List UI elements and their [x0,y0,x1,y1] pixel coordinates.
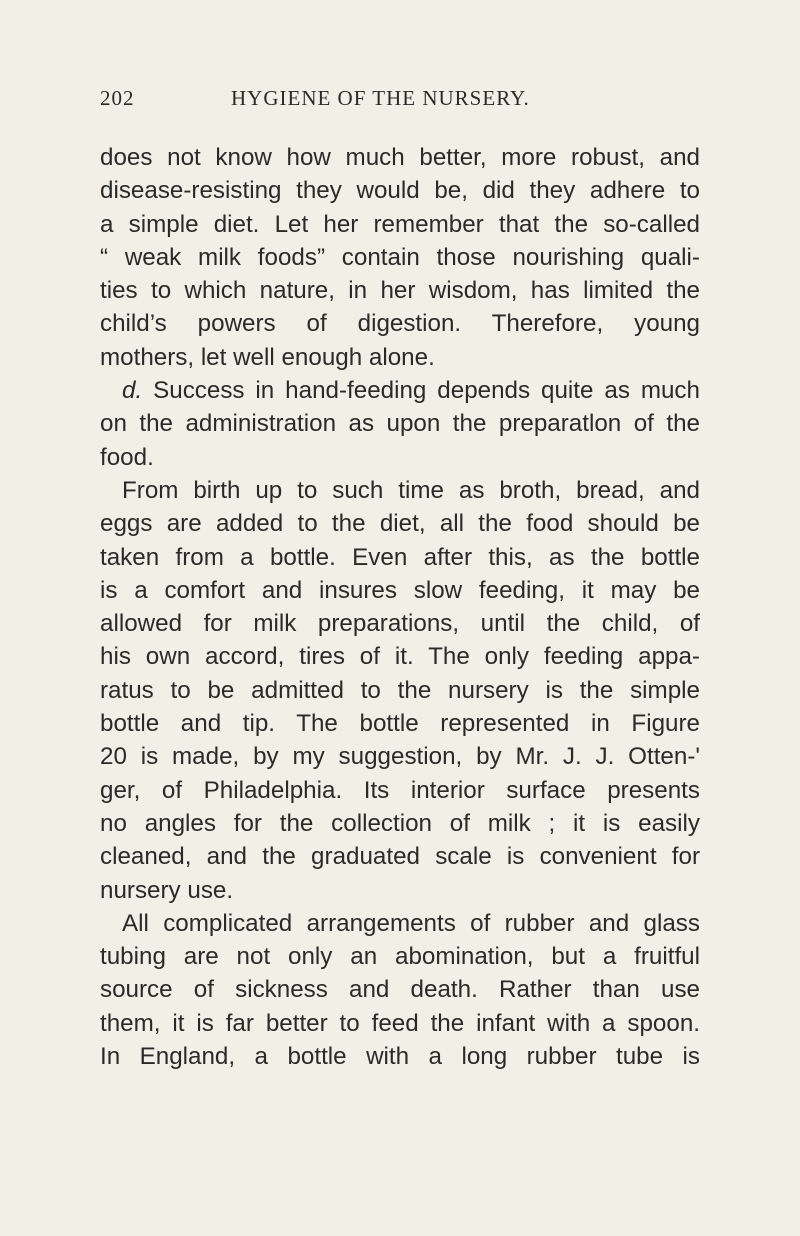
text-line: food. [100,443,154,471]
text-line: source of sickness and death. Rather than use [100,976,700,1004]
text-line: no angles for the collection of milk ; it is easily [100,809,700,837]
text-line [100,374,700,407]
body-text [100,141,700,1073]
text-line: From birth up to such time as broth, bread, and [122,476,700,504]
text-line: In England, a bottle with a long rubber tube is [100,1043,700,1071]
text-line: All complicated arrangements of rubber and glass [122,909,700,937]
text-line: ratus to be admitted to the nursery is the simple [100,676,700,704]
text-line: bottle and tip. The bottle represented in Figure [100,710,700,738]
text-line: ties to which nature, in her wisdom, has limited the [100,277,700,305]
text-line: child’s powers of digestion. Therefore, young [100,310,700,338]
text-line: “ weak milk foods” contain those nourishing quali- [100,243,700,271]
running-title: HYGIENE OF THE NURSERY. [231,86,530,110]
text-line: does not know how much better, more robust, and [100,144,700,171]
text-line: them, it is far better to feed the infant with a spoon. [100,1009,700,1037]
text-line: ger, of Philadelphia. Its interior surface presents [100,776,700,804]
text-line: his own accord, tires of it. The only feeding appa- [100,643,700,671]
text-line: disease-resisting they would be, did they adhere to [100,177,700,205]
text-line: a simple diet. Let her remember that the so-called [100,210,700,238]
text-line: taken from a bottle. Even after this, as the bottle [100,543,700,571]
text-line: mothers, let well enough alone. [100,343,435,371]
page-number: 202 [100,86,135,110]
text-line: eggs are added to the diet, all the food should be [100,510,700,538]
text-line: on the administration as upon the preparatlon of the [100,410,700,438]
text-line: allowed for milk preparations, until the child, of [100,610,700,638]
text-line: 20 is made, by my suggestion, by Mr. J. J. Otten-' [100,743,700,771]
text-line: is a comfort and insures slow feeding, it may be [100,576,700,604]
text-line: tubing are not only an abomination, but a fruitful [100,943,700,971]
text-line: nursery use. [100,876,234,904]
text-line-content: Success in hand-feeding depends quite as much [153,377,700,405]
running-head [100,86,700,120]
section-marker: d. [122,377,143,405]
text-line: cleaned, and the graduated scale is convenient for [100,843,700,871]
